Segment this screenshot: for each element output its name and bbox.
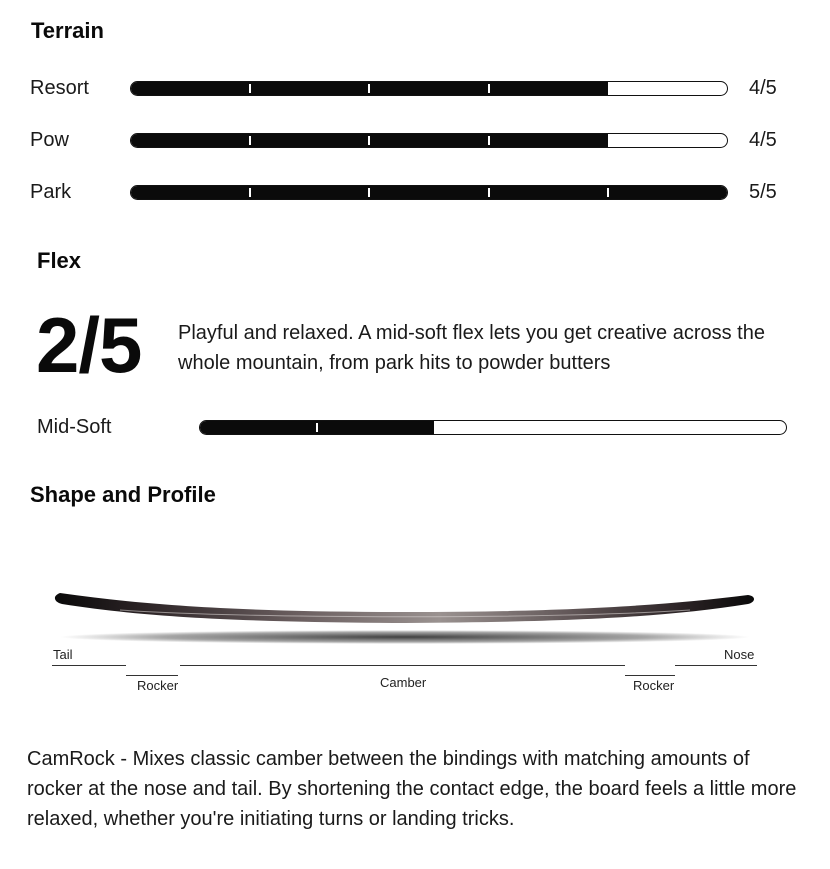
bar-fill	[131, 186, 727, 199]
snowboard-body	[55, 593, 754, 623]
terrain-row-label: Resort	[30, 77, 89, 99]
rocker-left-line	[126, 675, 178, 676]
camber-label: Camber	[380, 675, 427, 690]
terrain-row-value: 4/5	[749, 129, 777, 151]
nose-line	[675, 665, 757, 666]
bar-segment-tick	[488, 188, 490, 197]
shape-heading: Shape and Profile	[30, 482, 216, 507]
bar-segment-tick	[249, 188, 251, 197]
board-shadow	[60, 630, 750, 644]
terrain-row-label: Pow	[30, 129, 69, 151]
terrain-rating-bar	[130, 133, 728, 148]
tail-line	[52, 665, 126, 666]
bar-segment-tick	[368, 136, 370, 145]
bar-segment-tick	[249, 136, 251, 145]
rocker-right-label: Rocker	[633, 678, 675, 693]
terrain-rating-bar	[130, 185, 728, 200]
bar-segment-tick	[488, 84, 490, 93]
flex-rating-bar	[199, 420, 787, 435]
flex-heading: Flex	[37, 248, 82, 273]
bar-segment-tick	[488, 136, 490, 145]
board-edge-highlight	[120, 610, 690, 617]
bar-segment-tick	[607, 188, 609, 197]
rocker-left-label: Rocker	[137, 678, 179, 693]
flex-description: Playful and relaxed. A mid-soft flex lets you get creative across the whole mountain, from park hits to powder butters	[178, 322, 765, 374]
terrain-row-value: 4/5	[749, 77, 777, 99]
rocker-right-line	[625, 675, 675, 676]
bar-segment-tick	[249, 84, 251, 93]
bar-segment-tick	[316, 423, 318, 432]
terrain-row-value: 5/5	[749, 181, 777, 203]
bar-segment-tick	[368, 188, 370, 197]
nose-label: Nose	[724, 647, 755, 662]
camber-line	[180, 665, 625, 666]
terrain-heading: Terrain	[31, 18, 104, 43]
terrain-rating-bar	[130, 81, 728, 96]
flex-level-label: Mid-Soft	[37, 416, 112, 438]
camrock-description: CamRock - Mixes classic camber between the bindings with matching amounts of rocker at the nose and tail. By shortening the contact edge, the board feels a little more relaxed, whether you're initiating turns or landing tricks.	[27, 748, 797, 830]
terrain-row-label: Park	[30, 181, 72, 203]
bar-segment-tick	[368, 84, 370, 93]
tail-label: Tail	[53, 647, 73, 662]
flex-rating: 2/5	[36, 301, 142, 389]
